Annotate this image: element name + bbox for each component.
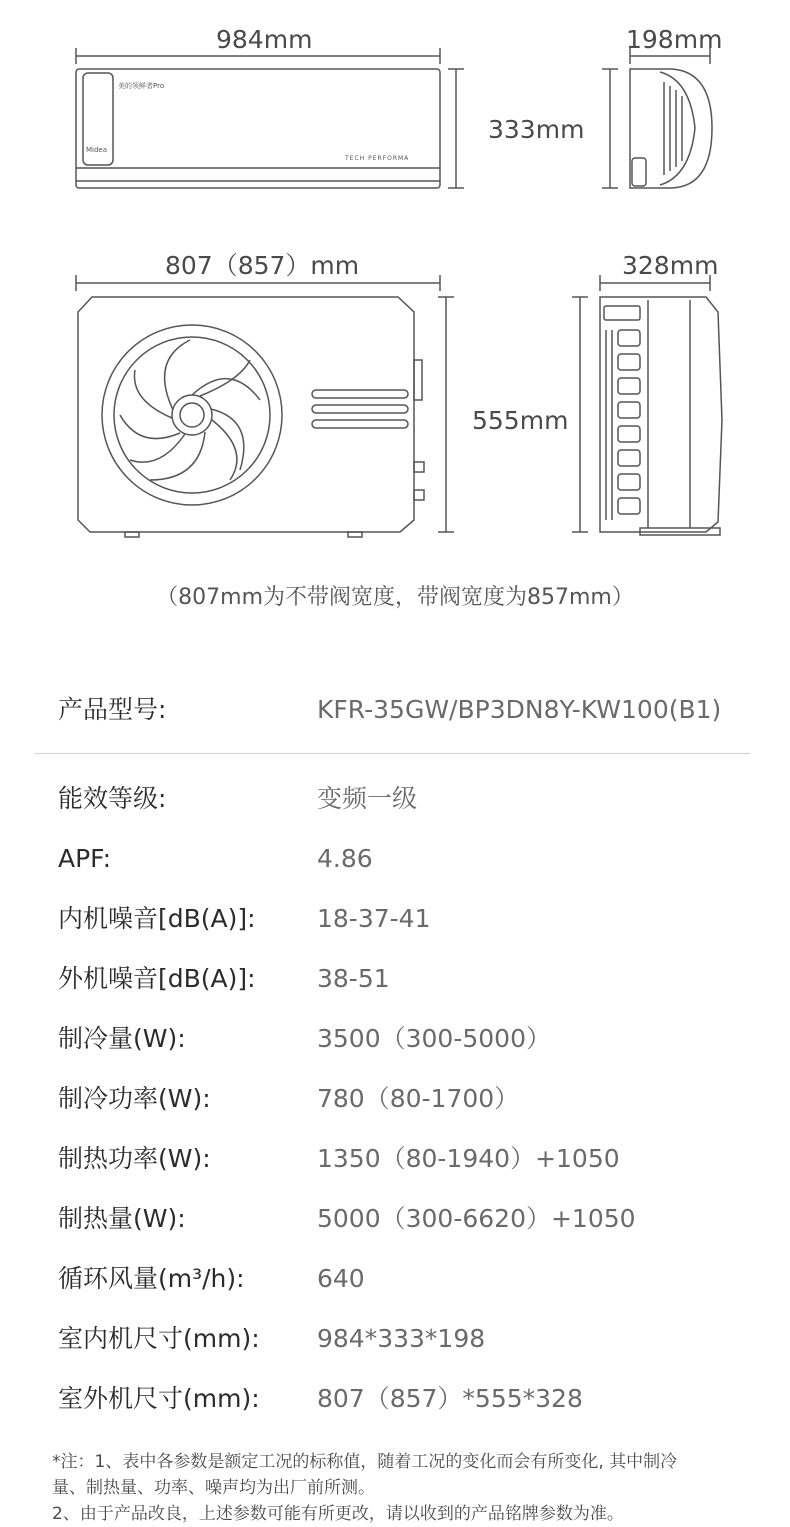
indoor-series-text: 美的领鲜者Pro	[118, 82, 165, 90]
spec-row-heating-capacity	[58, 1199, 758, 1239]
outdoor-height-label: 555mm	[472, 406, 569, 435]
spec-row-indoor-size	[58, 1319, 758, 1359]
spec-label: 内机噪音[dB(A)]:	[58, 904, 256, 933]
spec-value: 640	[317, 1264, 365, 1293]
spec-value: 4.86	[317, 844, 373, 873]
spec-label: 制热功率(W):	[58, 1144, 211, 1173]
spec-value: 3500（300-5000）	[317, 1024, 551, 1053]
indoor-depth-label: 198mm	[626, 25, 723, 54]
spec-value: 38-51	[317, 964, 390, 993]
indoor-height-label: 333mm	[488, 115, 585, 144]
indoor-unit-side	[630, 69, 712, 188]
footnote-line-3: 2、由于产品改良，上述参数可能有所更改，请以收到的产品铭牌参数为准。	[52, 1504, 624, 1524]
spec-row-energy-grade	[58, 779, 758, 819]
spec-label: 室内机尺寸(mm):	[58, 1324, 260, 1353]
spec-row-outdoor-noise	[58, 959, 758, 999]
width-note: （807mm为不带阀宽度，带阀宽度为857mm）	[156, 585, 634, 610]
footnote	[52, 1449, 742, 1527]
dimension-drawings	[0, 0, 790, 560]
indoor-side-height-dim-line	[602, 69, 618, 188]
indoor-logo-text: Midea	[86, 146, 108, 154]
footnote-line-1: *注：1、表中各参数是额定工况的标称值，随着工况的变化而会有所变化, 其中制冷	[52, 1452, 678, 1472]
spec-value: KFR-35GW/BP3DN8Y-KW100(B1)	[317, 695, 722, 724]
spec-value: 18-37-41	[317, 904, 431, 933]
spec-label: 产品型号:	[58, 695, 167, 724]
spec-label: 循环风量(m³/h):	[58, 1264, 245, 1293]
spec-label: 制冷量(W):	[58, 1024, 186, 1053]
spec-label: 室外机尺寸(mm):	[58, 1384, 260, 1413]
outdoor-unit-front	[78, 297, 424, 537]
spec-row-cooling-capacity	[58, 1019, 758, 1059]
spec-row-indoor-noise	[58, 899, 758, 939]
outdoor-height-dim-line	[438, 297, 454, 532]
indoor-tech-text: TECH PERFORMA	[345, 155, 410, 162]
indoor-height-dim-line	[448, 69, 464, 188]
outdoor-side-height-dim-line	[572, 297, 588, 532]
outdoor-unit-side	[600, 297, 722, 535]
spec-value: 780（80-1700）	[317, 1084, 520, 1113]
divider	[35, 753, 750, 754]
spec-value: 5000（300-6620）+1050	[317, 1204, 636, 1233]
spec-row-model	[58, 690, 758, 730]
spec-label: 外机噪音[dB(A)]:	[58, 964, 256, 993]
spec-label: APF:	[58, 844, 112, 873]
footnote-line-2: 量、制热量、功率、噪声均为出厂前所测。	[52, 1478, 375, 1498]
spec-value: 807（857）*555*328	[317, 1384, 583, 1413]
spec-label: 能效等级:	[58, 784, 167, 813]
outdoor-width-label: 807（857）mm	[165, 251, 360, 280]
indoor-width-label: 984mm	[216, 25, 313, 54]
spec-row-heating-power	[58, 1139, 758, 1179]
spec-row-apf	[58, 839, 758, 879]
spec-value: 984*333*198	[317, 1324, 486, 1353]
spec-value: 变频一级	[317, 784, 418, 813]
outdoor-depth-label: 328mm	[622, 251, 719, 280]
spec-row-airflow	[58, 1259, 758, 1299]
spec-row-outdoor-size	[58, 1379, 758, 1419]
spec-label: 制冷功率(W):	[58, 1084, 211, 1113]
spec-label: 制热量(W):	[58, 1204, 186, 1233]
spec-row-cooling-power	[58, 1079, 758, 1119]
spec-value: 1350（80-1940）+1050	[317, 1144, 620, 1173]
